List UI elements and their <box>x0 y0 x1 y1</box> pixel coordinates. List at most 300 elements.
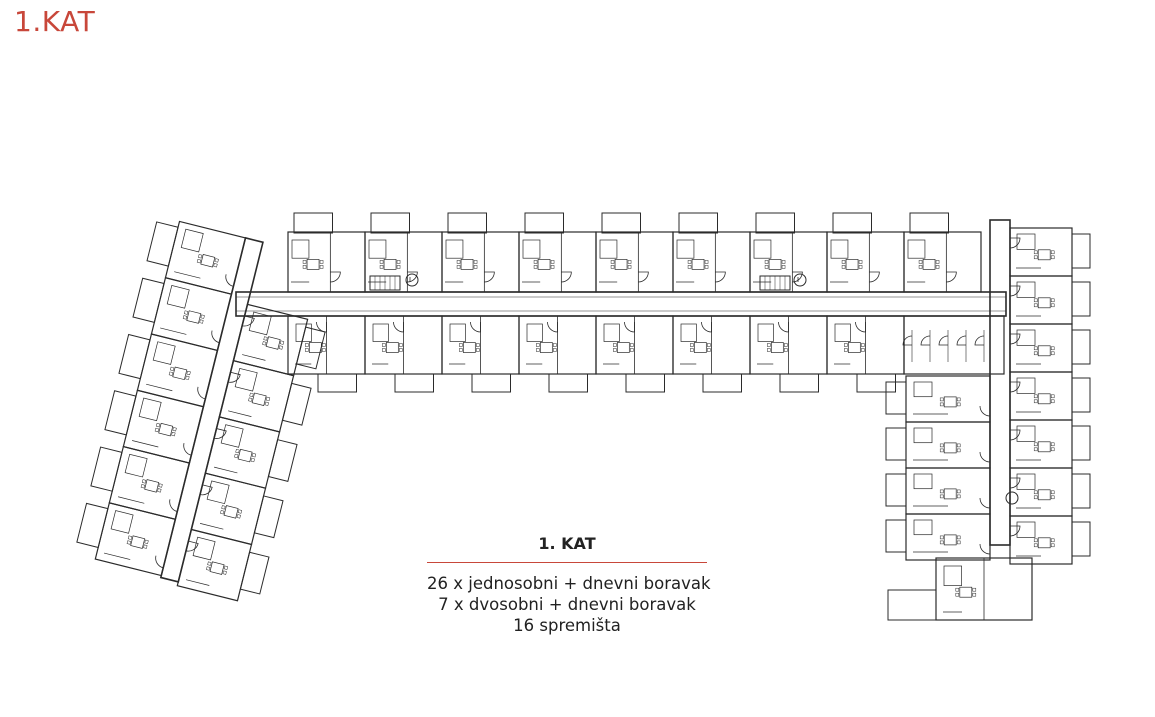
chair <box>474 260 477 263</box>
legend <box>427 530 711 636</box>
door-swing <box>484 272 494 282</box>
door-swing <box>638 272 648 282</box>
chair <box>957 449 960 452</box>
chair <box>201 315 205 319</box>
bed <box>446 240 463 258</box>
chair <box>1034 400 1037 403</box>
door-swing <box>548 322 558 332</box>
chair <box>170 367 174 371</box>
door-swing <box>407 272 417 282</box>
chair <box>940 490 943 493</box>
door-arc <box>715 272 725 282</box>
chair <box>919 265 922 268</box>
chair <box>224 566 228 570</box>
dining-table <box>386 343 398 353</box>
chair <box>765 260 768 263</box>
door-swing <box>946 272 956 282</box>
chair <box>630 344 633 347</box>
chair <box>303 265 306 268</box>
chair <box>305 344 308 347</box>
dining-table <box>1038 394 1050 404</box>
dining-table <box>266 337 280 350</box>
wheelchair-icon <box>1006 492 1018 504</box>
chair <box>399 344 402 347</box>
door-arc <box>975 336 984 345</box>
balcony <box>549 374 588 392</box>
chair <box>784 344 787 347</box>
chair <box>767 349 770 352</box>
door-arc <box>1010 382 1020 392</box>
legend-line-one-bedroom: 26 x jednosobni + dnevni boravak <box>427 574 711 593</box>
unit-outline <box>288 232 365 292</box>
chair <box>1051 448 1054 451</box>
bed <box>373 324 388 342</box>
balcony <box>1072 474 1090 508</box>
chair <box>940 536 943 539</box>
dining-table <box>923 259 935 269</box>
chair <box>1051 256 1054 259</box>
unit-outline <box>1010 276 1072 324</box>
balcony <box>756 213 795 233</box>
chair <box>143 545 147 549</box>
chair <box>173 427 177 431</box>
unit-outline <box>673 232 750 292</box>
dining-table <box>1038 250 1050 260</box>
chair <box>940 398 943 401</box>
bed <box>167 285 189 308</box>
balcony <box>1072 426 1090 460</box>
chair <box>127 541 131 545</box>
bed <box>207 481 229 504</box>
bed <box>450 324 465 342</box>
chair <box>250 393 254 397</box>
chair <box>186 376 190 380</box>
chair <box>940 444 943 447</box>
unit-outline <box>205 417 279 488</box>
balcony <box>703 374 742 392</box>
dining-table <box>1038 538 1050 548</box>
balcony <box>240 552 269 594</box>
dining-table <box>944 443 956 453</box>
unit-outline <box>233 304 307 375</box>
apartment-unit <box>886 376 990 422</box>
door-arc <box>1010 430 1020 440</box>
chair <box>782 265 785 268</box>
chair <box>322 344 325 347</box>
apartment-unit <box>1010 228 1090 276</box>
kitchen-counter <box>214 467 237 473</box>
chair <box>782 260 785 263</box>
balcony <box>833 213 872 233</box>
unit-outline <box>906 376 990 422</box>
chair <box>534 260 537 263</box>
chair <box>305 349 308 352</box>
door-swing <box>702 322 712 332</box>
unit-outline <box>596 232 673 292</box>
door-swing <box>856 322 866 332</box>
door-swing <box>869 272 879 282</box>
chair <box>476 349 479 352</box>
chair <box>611 265 614 268</box>
door-arc <box>484 272 494 282</box>
chair <box>183 316 187 320</box>
wheelchair-circle <box>1006 492 1018 504</box>
chair <box>145 540 149 544</box>
chair <box>320 260 323 263</box>
chair <box>536 344 539 347</box>
apartment-unit <box>1010 468 1090 516</box>
balcony <box>886 474 906 506</box>
chair <box>940 403 943 406</box>
dining-table <box>187 311 201 324</box>
apartment-unit <box>205 417 299 493</box>
chair <box>184 311 188 315</box>
door-arc <box>921 336 930 345</box>
apartment-unit <box>1010 516 1090 564</box>
door-arc <box>330 272 340 282</box>
balcony <box>268 440 297 482</box>
chair <box>957 398 960 401</box>
door-arc <box>548 322 558 332</box>
bed <box>908 240 925 258</box>
door-swing <box>1010 430 1020 440</box>
door-swing <box>1010 286 1020 296</box>
chair <box>156 423 160 427</box>
apartment-unit <box>673 316 750 392</box>
chair <box>705 265 708 268</box>
balcony <box>886 520 906 552</box>
chair <box>237 515 241 519</box>
dining-table <box>769 259 781 269</box>
chair <box>784 349 787 352</box>
bed <box>292 240 309 258</box>
chair <box>238 510 242 514</box>
chair <box>280 341 284 345</box>
unit-outline <box>219 361 293 432</box>
kitchen-counter <box>186 580 209 586</box>
kitchen-counter <box>146 384 172 391</box>
bed <box>369 240 386 258</box>
bed <box>111 511 133 534</box>
door-arc <box>946 272 956 282</box>
dining-table <box>944 489 956 499</box>
chair <box>1034 304 1037 307</box>
bed <box>754 240 771 258</box>
dining-table <box>771 343 783 353</box>
chair <box>956 588 959 591</box>
unit-outline <box>1010 468 1072 516</box>
chair <box>1051 544 1054 547</box>
chair <box>214 263 218 267</box>
chair <box>1034 347 1037 350</box>
corridor <box>990 220 1010 545</box>
chair <box>476 344 479 347</box>
dining-table <box>145 480 159 493</box>
chair <box>705 260 708 263</box>
dining-table <box>538 259 550 269</box>
chair <box>141 484 145 488</box>
door-swing <box>625 322 635 332</box>
storage-outline <box>904 316 1004 374</box>
apartment-unit <box>519 316 596 392</box>
right-wing <box>886 220 1090 620</box>
chair <box>957 490 960 493</box>
apartment-unit <box>750 316 827 392</box>
balcony <box>780 374 819 392</box>
door-swing <box>957 336 966 345</box>
chair <box>155 428 159 432</box>
chair <box>630 349 633 352</box>
chair <box>919 260 922 263</box>
dining-table <box>131 536 145 549</box>
apartment-unit <box>177 529 271 605</box>
chair <box>957 536 960 539</box>
bed <box>527 324 542 342</box>
chair <box>474 265 477 268</box>
stair-icon <box>760 276 790 290</box>
bed <box>835 324 850 342</box>
chair <box>215 259 219 263</box>
kitchen-counter <box>118 497 144 504</box>
door-arc <box>638 272 648 282</box>
chair <box>973 588 976 591</box>
door-arc <box>980 452 990 462</box>
chair <box>303 260 306 263</box>
bed <box>914 382 932 397</box>
chair <box>1051 491 1054 494</box>
dining-table <box>461 259 473 269</box>
door-arc <box>1010 286 1020 296</box>
door-arc <box>856 322 866 332</box>
dining-table <box>540 343 552 353</box>
dining-table <box>173 367 187 380</box>
chair <box>1034 256 1037 259</box>
dining-table <box>159 423 173 436</box>
balcony <box>371 213 410 233</box>
bed <box>125 454 147 477</box>
balcony <box>296 327 325 369</box>
apartment-unit <box>750 213 827 292</box>
dining-table <box>210 562 224 575</box>
apartment-unit <box>442 316 519 392</box>
door-arc <box>625 322 635 332</box>
balcony <box>133 278 164 322</box>
legend-title: 1. KAT <box>538 534 596 553</box>
chair <box>198 254 202 258</box>
chair <box>842 260 845 263</box>
chair <box>936 265 939 268</box>
legend-line-two-bedroom: 7 x dvosobni + dnevni boravak <box>438 595 696 614</box>
chair <box>1051 304 1054 307</box>
chair <box>844 344 847 347</box>
chair <box>936 260 939 263</box>
page-heading: 1.KAT <box>14 5 96 38</box>
chair <box>322 349 325 352</box>
kitchen-counter <box>228 411 251 417</box>
dining-table <box>694 343 706 353</box>
unit-outline <box>1010 324 1072 372</box>
chair <box>248 398 252 402</box>
balcony <box>318 374 357 392</box>
unit-outline <box>365 232 442 292</box>
chair <box>940 449 943 452</box>
dining-table <box>1038 442 1050 452</box>
door-swing <box>1010 238 1020 248</box>
dining-table <box>1038 298 1050 308</box>
chair <box>220 510 224 514</box>
bed <box>758 324 773 342</box>
dining-table <box>944 535 956 545</box>
balcony <box>105 391 136 435</box>
door-swing <box>561 272 571 282</box>
chair <box>628 265 631 268</box>
chair <box>957 403 960 406</box>
apartment-unit <box>886 514 990 560</box>
balcony <box>254 496 283 538</box>
chair <box>1034 496 1037 499</box>
chair <box>1051 352 1054 355</box>
door-arc <box>980 544 990 554</box>
kitchen-counter <box>104 553 130 560</box>
chair <box>380 265 383 268</box>
apartment-unit <box>886 422 990 468</box>
chair <box>169 372 173 376</box>
dining-table <box>252 393 266 406</box>
dining-table <box>692 259 704 269</box>
dining-table <box>1038 346 1050 356</box>
bed <box>681 324 696 342</box>
stair-icon <box>370 276 400 290</box>
door-arc <box>869 272 879 282</box>
dining-table <box>201 254 215 267</box>
apartment-unit <box>219 361 313 437</box>
door-swing <box>980 406 990 416</box>
chair <box>861 349 864 352</box>
bed <box>677 240 694 258</box>
kitchen-counter <box>242 355 265 361</box>
door-arc <box>561 272 571 282</box>
chair <box>1034 539 1037 542</box>
dining-table <box>309 343 321 353</box>
apartment-unit <box>288 213 365 292</box>
chair <box>536 349 539 352</box>
door-swing <box>779 322 789 332</box>
apartment-unit <box>904 213 981 292</box>
kitchen-counter <box>200 523 223 529</box>
door-swing <box>715 272 725 282</box>
door-arc <box>1010 334 1020 344</box>
dining-table <box>307 259 319 269</box>
apartment-unit <box>1010 276 1090 324</box>
unit-outline <box>906 514 990 560</box>
balcony <box>294 213 333 233</box>
unit-outline <box>191 473 265 544</box>
chair <box>553 349 556 352</box>
apartment-unit <box>1010 372 1090 420</box>
chair <box>861 344 864 347</box>
door-arc <box>939 336 948 345</box>
door-arc <box>980 406 990 416</box>
chair <box>611 260 614 263</box>
door-arc <box>471 322 481 332</box>
chair <box>1034 544 1037 547</box>
chair <box>551 265 554 268</box>
chair <box>690 349 693 352</box>
door-swing <box>1010 334 1020 344</box>
chair <box>128 536 132 540</box>
chair <box>206 567 210 571</box>
door-swing <box>980 452 990 462</box>
bed <box>914 520 932 535</box>
chair <box>940 495 943 498</box>
balcony <box>472 374 511 392</box>
chair <box>187 371 191 375</box>
chair <box>1034 448 1037 451</box>
bed <box>914 428 932 443</box>
chair <box>200 320 204 324</box>
bed <box>523 240 540 258</box>
door-arc <box>957 336 966 345</box>
chair <box>1051 395 1054 398</box>
door-arc <box>702 322 712 332</box>
chair <box>265 402 269 406</box>
door-swing <box>975 336 984 345</box>
chair <box>688 265 691 268</box>
apartment-unit <box>519 213 596 292</box>
apartment-unit <box>1010 420 1090 468</box>
unit-outline <box>1010 228 1072 276</box>
apartment-unit <box>1010 324 1090 372</box>
door-swing <box>980 544 990 554</box>
balcony <box>119 335 150 379</box>
chair <box>457 260 460 263</box>
chair <box>1051 539 1054 542</box>
chair <box>957 495 960 498</box>
unit-outline <box>442 232 519 292</box>
chair <box>382 349 385 352</box>
dining-table <box>224 506 238 519</box>
chair <box>1034 443 1037 446</box>
apartment-unit <box>365 316 442 392</box>
chair <box>1034 352 1037 355</box>
bed <box>235 368 257 391</box>
bed <box>153 342 175 365</box>
dining-table <box>384 259 396 269</box>
balcony <box>888 590 936 620</box>
chair <box>844 349 847 352</box>
chair <box>973 593 976 596</box>
balcony <box>147 222 178 266</box>
chair <box>1051 251 1054 254</box>
door-arc <box>980 498 990 508</box>
chair <box>142 480 146 484</box>
balcony <box>1072 378 1090 412</box>
bed <box>831 240 848 258</box>
unit-outline <box>519 232 596 292</box>
chair <box>459 349 462 352</box>
balcony <box>91 447 122 491</box>
chair <box>380 260 383 263</box>
chair <box>859 260 862 263</box>
bed <box>914 474 932 489</box>
chair <box>628 260 631 263</box>
chair <box>613 349 616 352</box>
apartment-unit <box>673 213 750 292</box>
unit-outline <box>827 232 904 292</box>
chair <box>842 265 845 268</box>
balcony <box>448 213 487 233</box>
chair <box>1034 395 1037 398</box>
